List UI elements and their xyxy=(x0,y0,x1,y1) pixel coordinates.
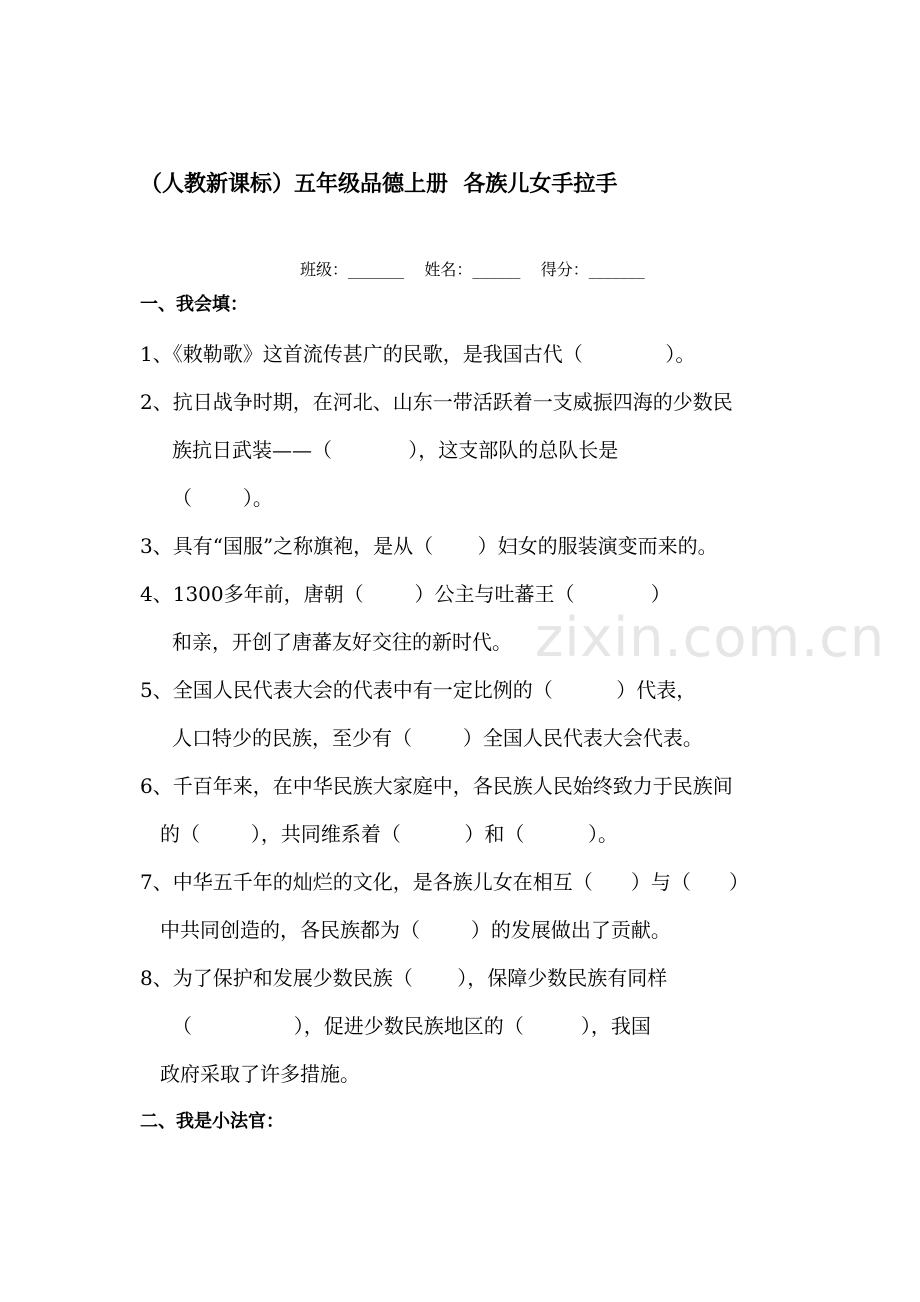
question-line: 人口特少的民族，至少有（ ）全国人民代表大会代表。 xyxy=(172,726,703,750)
question-line: 和亲，开创了唐蕃友好交往的新时代。 xyxy=(172,630,512,654)
section-heading-fill: 一、我会填： xyxy=(140,294,248,315)
watermark: zixin.com.cn xyxy=(535,606,886,669)
page-title: （人教新课标）五年级品德上册 各族儿女手拉手 xyxy=(140,172,618,197)
question-line: 8、为了保护和发展少数民族（ ），保障少数民族有同样 xyxy=(140,966,668,990)
question-line: 7、中华五千年的灿烂的文化，是各族儿女在相互（ ）与（ ） xyxy=(140,870,750,894)
question-line: 3、具有“国服”之称旗袍，是从（ ）妇女的服装演变而来的。 xyxy=(140,534,718,558)
section-heading-judge: 二、我是小法官： xyxy=(140,1111,284,1132)
question-line: 族抗日武装——（ ），这支部队的总队长是 xyxy=(172,438,619,462)
question-line: 政府采取了许多措施。 xyxy=(160,1062,360,1086)
question-line: 2、抗日战争时期，在河北、山东一带活跃着一支威振四海的少数民 xyxy=(140,390,733,414)
student-info: 班级：_______ 姓名：______ 得分：_______ xyxy=(300,260,645,279)
question-line: 中共同创造的，各民族都为（ ）的发展做出了贡献。 xyxy=(160,918,671,942)
question-line: 5、全国人民代表大会的代表中有一定比例的（ ）代表， xyxy=(140,678,697,702)
question-line: 1、《敕勒歌》这首流传甚广的民歌，是我国古代（ ）。 xyxy=(140,342,696,366)
question-line: （ ），促进少数民族地区的（ ），我国 xyxy=(172,1014,651,1038)
question-line: （ ）。 xyxy=(172,486,273,510)
question-line: 的（ ），共同维系着（ ）和（ ）。 xyxy=(160,822,619,846)
question-line: 4、1300多年前，唐朝（ ）公主与吐蕃王（ ） xyxy=(140,582,671,606)
question-line: 6、千百年来，在中华民族大家庭中，各民族人民始终致力于民族间 xyxy=(140,774,733,798)
